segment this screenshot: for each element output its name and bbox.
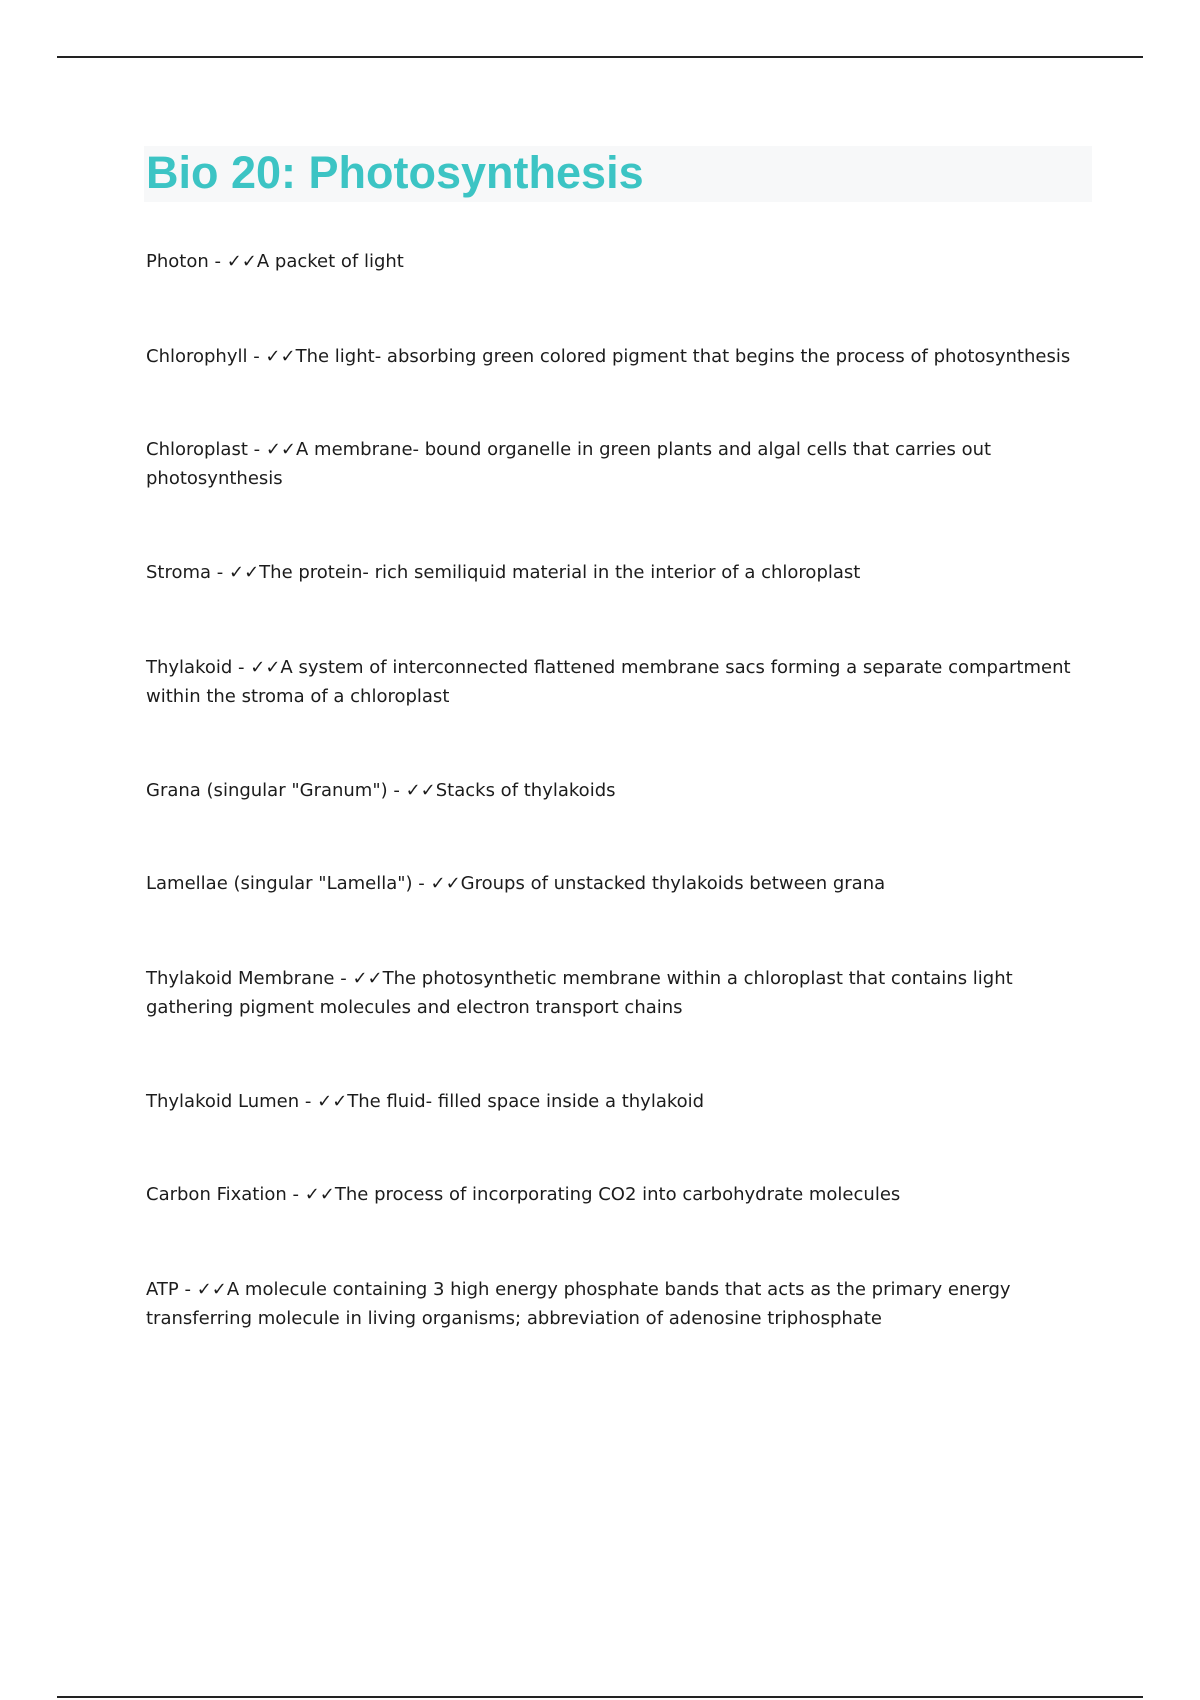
page-top-rule — [57, 56, 1143, 58]
glossary-entry-chloroplast: Chloroplast - ✓✓A membrane- bound organelle in green plants and algal cells that carries out photosynthesis — [146, 439, 992, 489]
glossary-entry-photon: Photon - ✓✓A packet of light — [146, 251, 404, 272]
page-bottom-rule — [57, 1696, 1143, 1698]
glossary-entry-grana: Grana (singular "Granum") - ✓✓Stacks of thylakoids — [146, 780, 616, 801]
glossary-entry-chlorophyll: Chlorophyll - ✓✓The light- absorbing green colored pigment that begins the process of photosynthesis — [146, 346, 1071, 367]
glossary-entry-thylakoid-membrane: Thylakoid Membrane - ✓✓The photosynthetic membrane within a chloroplast that contains light gathering pigment molecules and electron transport chains — [146, 968, 1013, 1018]
glossary-entry-atp: ATP - ✓✓A molecule containing 3 high energy phosphate bands that acts as the primary energy transferring molecule in living organisms; abbreviation of adenosine triphosphate — [146, 1279, 1011, 1329]
glossary-entry-lamellae: Lamellae (singular "Lamella") - ✓✓Groups of unstacked thylakoids between grana — [146, 873, 886, 894]
document-title: Bio 20: Photosynthesis — [146, 147, 644, 198]
glossary-entry-stroma: Stroma - ✓✓The protein- rich semiliquid material in the interior of a chloroplast — [146, 562, 861, 583]
glossary-entry-thylakoid-lumen: Thylakoid Lumen - ✓✓The fluid- filled space inside a thylakoid — [146, 1091, 705, 1112]
glossary-entry-thylakoid: Thylakoid - ✓✓A system of interconnected flattened membrane sacs forming a separate compartment within the stroma of a chloroplast — [146, 657, 1071, 707]
glossary-entry-carbon-fixation: Carbon Fixation - ✓✓The process of incorporating CO2 into carbohydrate molecules — [146, 1184, 901, 1205]
